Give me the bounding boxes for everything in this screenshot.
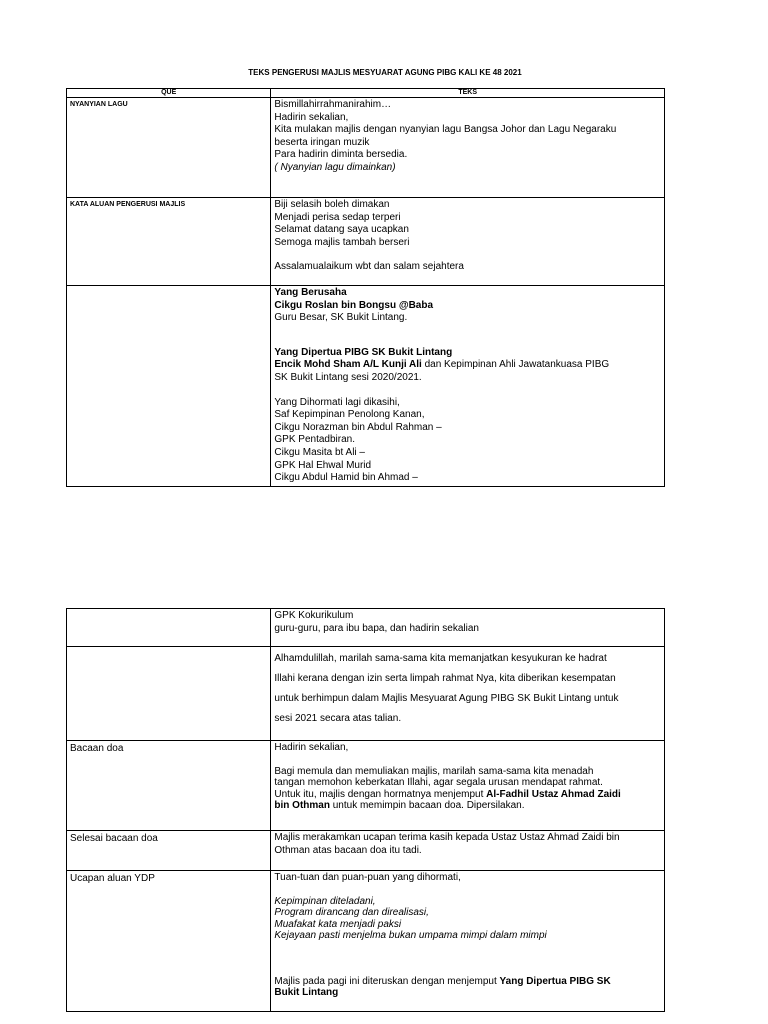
others-line: GPK Pentadbiran.: [274, 434, 355, 446]
closing-bold-cont: Bukit Lintang: [274, 987, 339, 998]
text-line: [274, 789, 661, 801]
pantun-line: Kepimpinan diteladani,: [274, 895, 376, 907]
cue-kata-aluan: KATA ALUAN PENGERUSI MAJLIS: [67, 198, 271, 286]
pantun-line: Muafakat kata menjadi paksi: [274, 918, 402, 930]
closing-start: Majlis pada pagi ini diteruskan dengan menjemput: [274, 975, 500, 987]
cue-nyanyian-lagu: NYANYIAN LAGU: [67, 98, 271, 198]
text-line: [274, 976, 661, 988]
table-row: [67, 198, 665, 286]
cue-empty: [67, 647, 271, 741]
text-line: Bismillahirrahmanirahim…: [274, 99, 392, 110]
others-line: Cikgu Masita bt Ali –: [274, 446, 365, 458]
table-header-row: [67, 89, 665, 98]
pantun-line: Selamat datang saya ucapkan: [274, 224, 409, 236]
table-row: [67, 609, 665, 647]
pantun-line: Menjadi perisa sedap terperi: [274, 211, 401, 223]
yb-label: Yang Berusaha: [274, 287, 347, 298]
text-line: untuk berhimpun dalam Majlis Mesyuarat Agung PIBG SK Bukit Lintang untuk: [274, 693, 619, 704]
cue-empty: [67, 609, 271, 647]
text-ucapan-ydp: [271, 871, 665, 1012]
script-table-1: [66, 88, 665, 487]
table-row: [67, 871, 665, 1012]
text-bacaan-doa: [271, 741, 665, 831]
others-line: Cikgu Norazman bin Abdul Rahman –: [274, 421, 442, 433]
salam-line: Assalamualaikum wbt dan salam sejahtera: [274, 261, 464, 273]
header-que: QUE: [67, 89, 271, 98]
table-row: [67, 741, 665, 831]
others-line: Yang Dihormati lagi dikasihi,: [274, 396, 400, 408]
text-selesai-doa: [271, 831, 665, 871]
text-line: Kita mulakan majlis dengan nyanyian lagu Bangsa Johor dan Lagu Negaraku: [274, 124, 617, 136]
text-kokurikulum: [271, 609, 665, 647]
cue-empty: [67, 286, 271, 487]
cue-ucapan-ydp: Ucapan aluan YDP: [67, 871, 271, 1012]
text-salutation: [271, 286, 665, 487]
cue-selesai-doa: Selesai bacaan doa: [67, 831, 271, 871]
pantun-line: Program dirancang dan direalisasi,: [274, 907, 429, 918]
document-title: TEKS PENGERUSI MAJLIS MESYUARAT AGUNG PIBG KALI KE 48 2021: [248, 68, 522, 77]
invite-start: Untuk itu, majlis dengan hormatnya menjemput: [274, 788, 487, 800]
text-line: Bagi memula dan memuliakan majlis, marilah sama-sama kita menadah: [274, 765, 594, 777]
greeting-line: Hadirin sekalian,: [274, 742, 349, 753]
yb-name: Cikgu Roslan bin Bongsu @Baba: [274, 299, 434, 311]
others-line: Cikgu Abdul Hamid bin Ahmad –: [274, 472, 418, 484]
invite-rest: untuk memimpin bacaan doa. Dipersilakan.: [329, 800, 525, 811]
ustaz-name: Al-Fadhil Ustaz Ahmad Zaidi: [486, 788, 621, 800]
text-line: Para hadirin diminta bersedia.: [274, 149, 408, 161]
text-line: guru-guru, para ibu bapa, dan hadirin sekalian: [274, 622, 479, 634]
text-line: tangan memohon keberkatan Illahi, agar segala urusan mendapat rahmat.: [274, 777, 603, 788]
text-kata-aluan: [271, 198, 665, 286]
pantun-line: Semoga majlis tambah berseri: [274, 236, 410, 248]
text-line: sesi 2021 secara atas talian.: [274, 713, 402, 724]
table-row: [67, 647, 665, 741]
others-line: GPK Hal Ehwal Murid: [274, 459, 372, 471]
table-row: [67, 286, 665, 487]
ydp-label: Yang Dipertua PIBG SK Bukit Lintang: [274, 346, 453, 358]
table-row: [67, 98, 665, 198]
greeting-line: Tuan-tuan dan puan-puan yang dihormati,: [274, 872, 461, 883]
closing-bold: Yang Dipertua PIBG SK: [499, 975, 611, 987]
text-line: Illahi kerana dengan izin serta limpah rahmat Nya, kita diberikan kesempatan: [274, 673, 616, 684]
yb-post: Guru Besar, SK Bukit Lintang.: [274, 312, 408, 324]
text-line: Hadirin sekalian,: [274, 111, 349, 123]
ydp-line: [274, 359, 661, 372]
text-line: Alhamdulillah, marilah sama-sama kita memanjatkan kesyukuran ke hadrat: [274, 653, 607, 664]
ydp-rest-2: SK Bukit Lintang sesi 2020/2021.: [274, 371, 422, 383]
cue-bacaan-doa: Bacaan doa: [67, 741, 271, 831]
pantun-line: Kejayaan pasti menjelma bukan umpama mimpi dalam mimpi: [274, 930, 547, 941]
text-line: beserta iringan muzik: [274, 136, 370, 148]
text-line: [274, 800, 661, 812]
header-teks: TEKS: [271, 89, 665, 98]
pantun-line: Biji selasih boleh dimakan: [274, 199, 390, 210]
script-table-2: [66, 608, 665, 1012]
text-line: GPK Kokurikulum: [274, 610, 354, 621]
ustaz-name-cont: bin Othman: [274, 800, 330, 811]
ydp-rest: dan Kepimpinan Ahli Jawatankuasa PIBG: [421, 359, 610, 371]
others-line: Saf Kepimpinan Penolong Kanan,: [274, 409, 425, 421]
table-row: [67, 831, 665, 871]
text-line: Othman atas bacaan doa itu tadi.: [274, 844, 422, 856]
text-alhamdulillah: [271, 647, 665, 741]
text-line: Majlis merakamkan ucapan terima kasih kepada Ustaz Ustaz Ahmad Zaidi bin: [274, 832, 620, 843]
ydp-name: Encik Mohd Sham A/L Kunji Ali: [274, 359, 422, 371]
text-line-italic: ( Nyanyian lagu dimainkan): [274, 161, 396, 173]
text-nyanyian-lagu: [271, 98, 665, 198]
